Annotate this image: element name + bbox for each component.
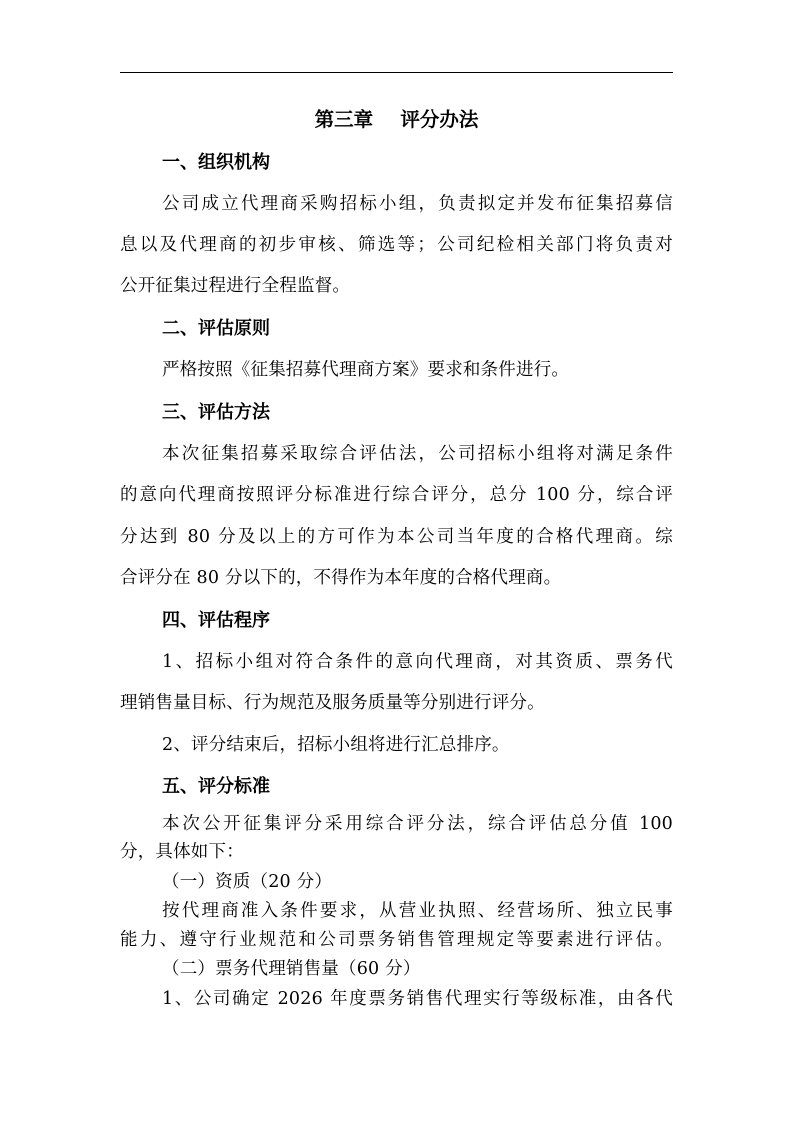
- paragraph-line: 2、评分结束后，招标小组将进行汇总排序。: [162, 735, 510, 755]
- paragraph-line: 合评分在 80 分以下的，不得作为本年度的合格代理商。: [120, 568, 562, 588]
- paragraph-line: 分达到 80 分及以上的方可作为本公司当年度的合格代理商。综: [120, 527, 673, 547]
- subsection-qualification: （一）资质（20 分）: [162, 872, 333, 892]
- paragraph-line: 按代理商准入条件要求，从营业执照、经营场所、独立民事: [162, 901, 673, 921]
- subsection-sales-volume: （二）票务代理销售量（60 分）: [162, 959, 421, 979]
- section-heading-procedure: 四、评估程序: [162, 610, 270, 631]
- paragraph-line: 1、招标小组对符合条件的意向代理商，对其资质、票务代: [162, 652, 673, 672]
- section-heading-principle: 二、评估原则: [162, 318, 270, 339]
- paragraph-line: 分，具体如下：: [120, 842, 244, 862]
- paragraph-line: 能力、遵守行业规范和公司票务销售管理规定等要素进行评估。: [120, 930, 673, 950]
- paragraph-line: 理销售量目标、行为规范及服务质量等分别进行评分。: [120, 693, 545, 713]
- paragraph-line: 的意向代理商按照评分标准进行综合评分，总分 100 分，综合评: [120, 485, 673, 505]
- paragraph-line: 公司成立代理商采购招标小组，负责拟定并发布征集招募信: [162, 194, 673, 214]
- section-heading-criteria: 五、评分标准: [162, 776, 270, 797]
- paragraph-line: 本次征集招募采取综合评估法，公司招标小组将对满足条件: [162, 444, 673, 464]
- paragraph-line: 息以及代理商的初步审核、筛选等；公司纪检相关部门将负责对: [120, 235, 673, 255]
- paragraph-line: 1、公司确定 2026 年度票务销售代理实行等级标准，由各代: [162, 989, 673, 1009]
- paragraph-line: 公开征集过程进行全程监督。: [120, 276, 351, 296]
- page-title: 第三章 评分办法: [314, 108, 479, 131]
- section-heading-organization: 一、组织机构: [162, 152, 270, 173]
- paragraph-line: 本次公开征集评分采用综合评分法，综合评估总分值 100: [162, 814, 673, 834]
- paragraph-line: 严格按照《征集招募代理商方案》要求和条件进行。: [162, 360, 570, 380]
- section-heading-method: 三、评估方法: [162, 402, 270, 423]
- header-rule: [120, 72, 673, 73]
